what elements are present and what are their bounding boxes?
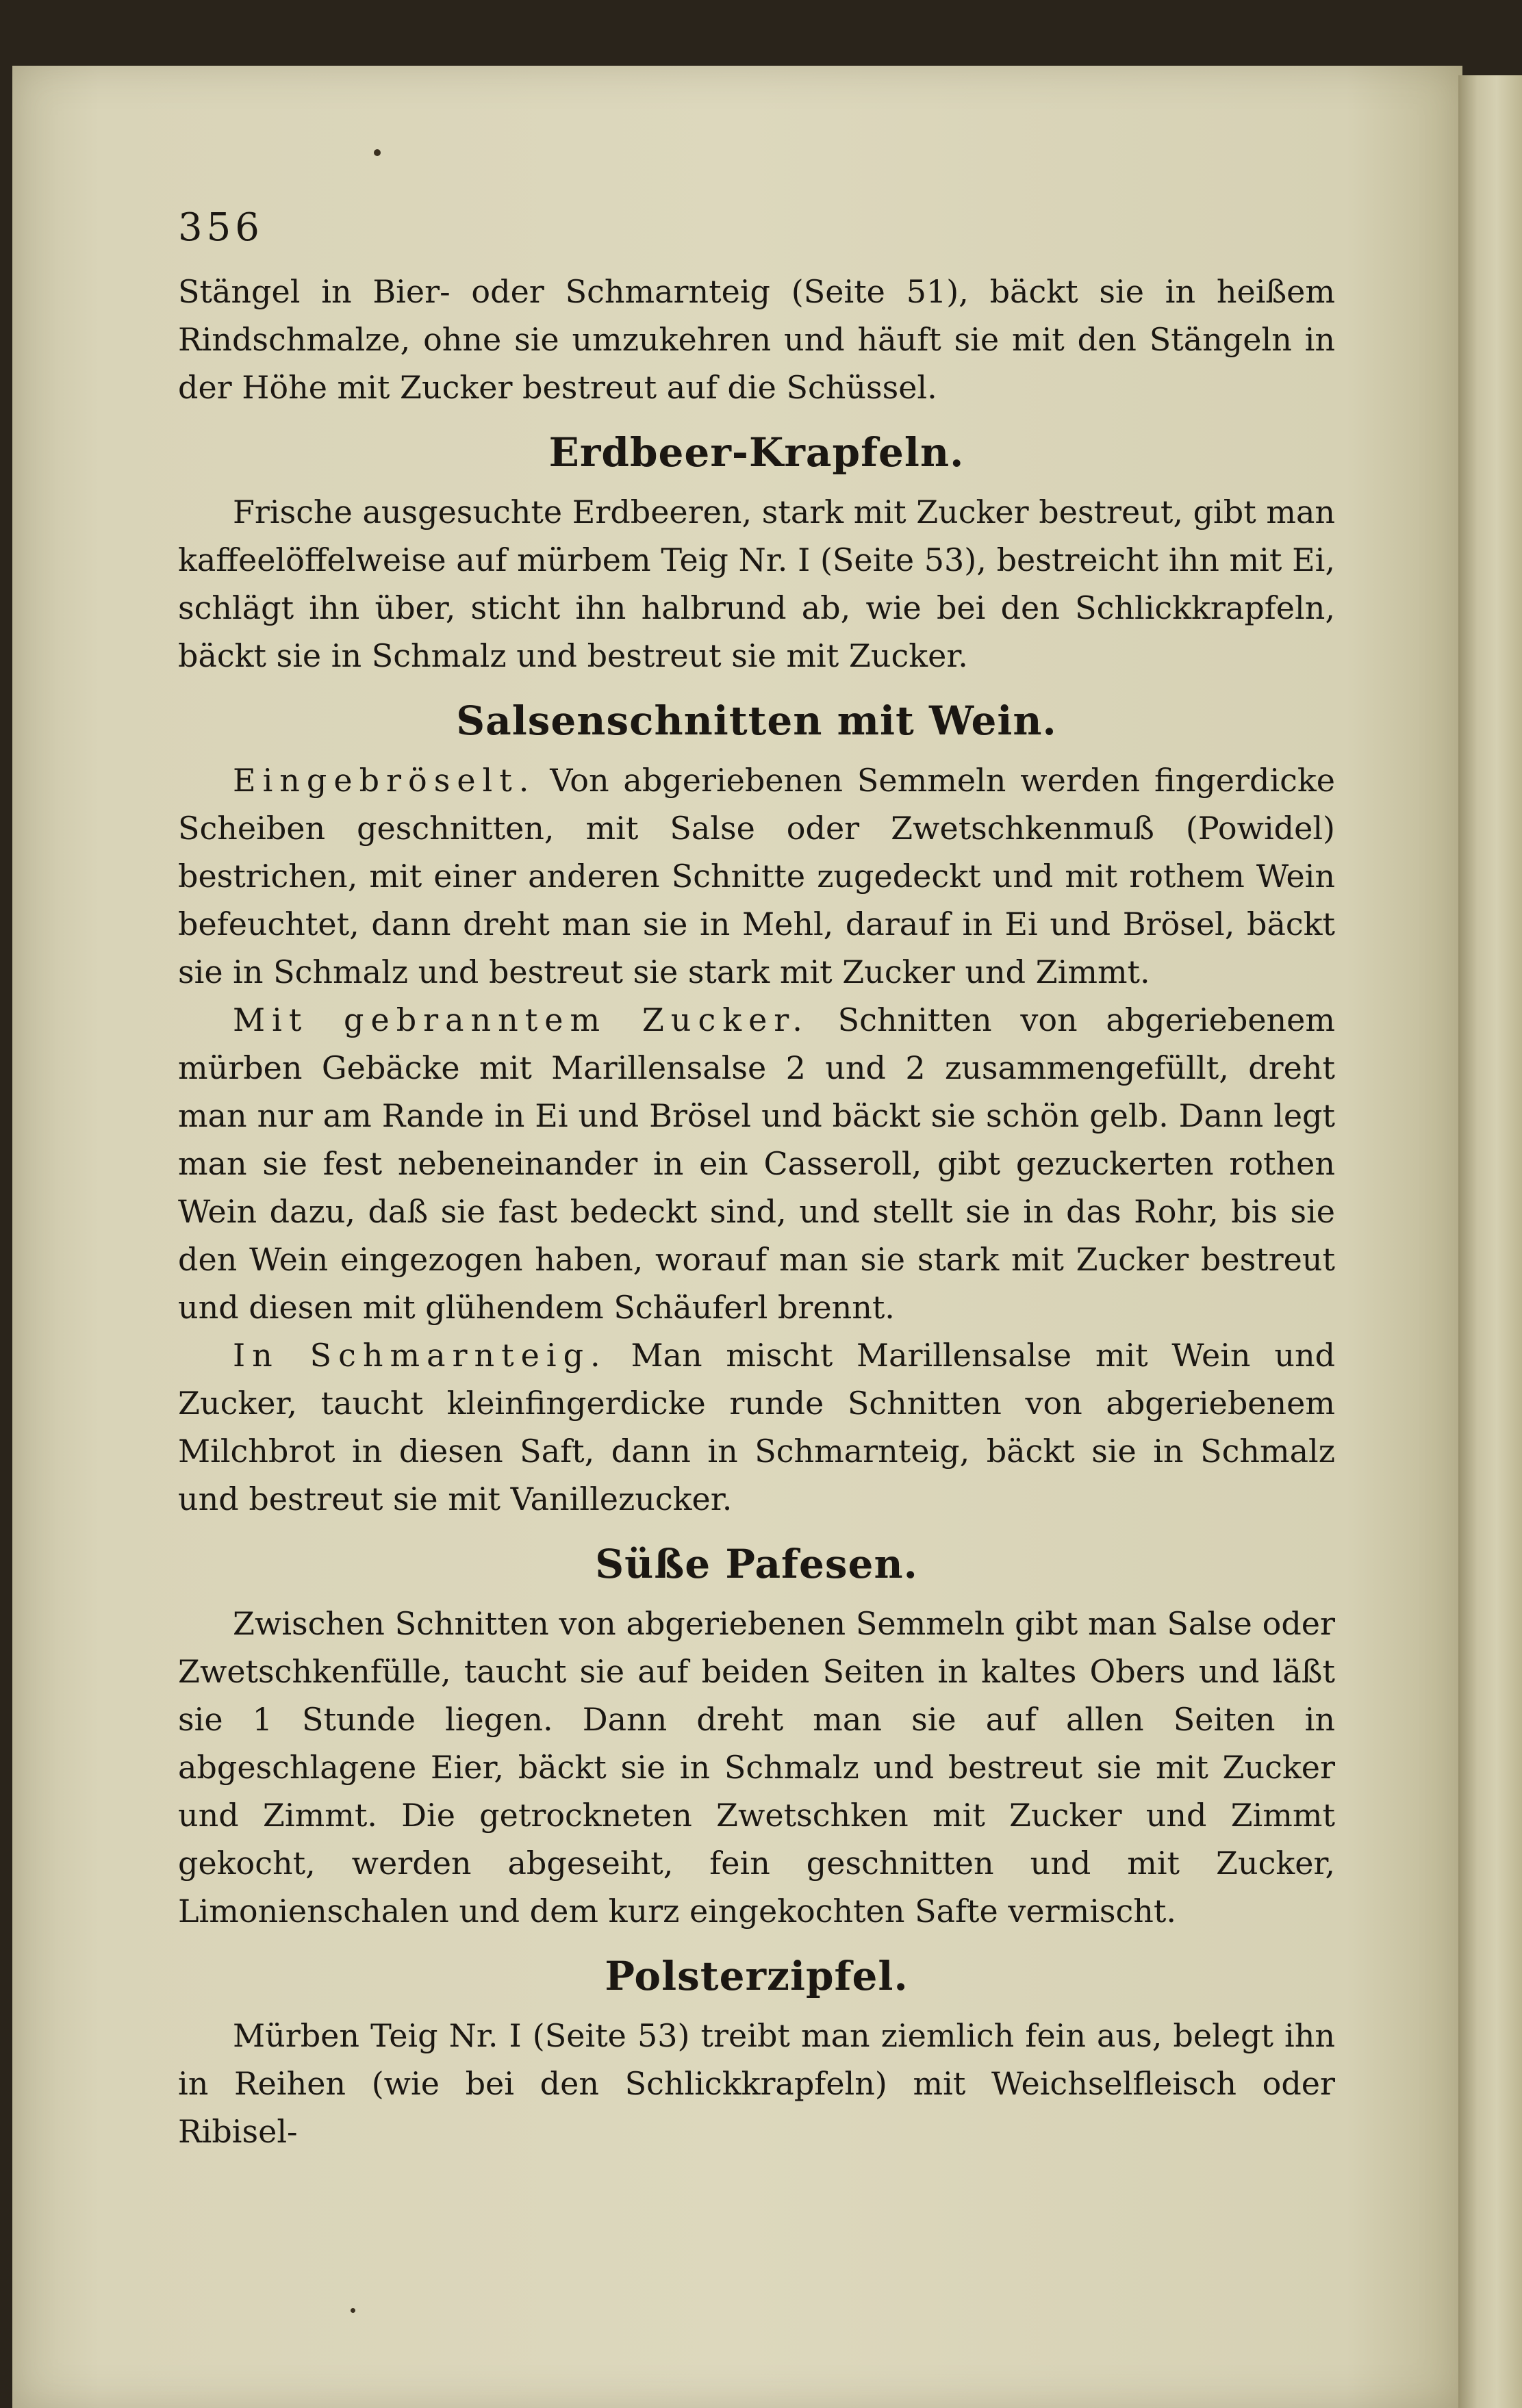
section-title: Erdbeer-Krapfeln.	[548, 429, 965, 476]
paragraph-text: Schnitten von abgeriebenem mürben Gebäcke mit Marillensalse 2 und 2 zusammengefüllt, dreht man nur am Rande in Ei und Brösel und bäckt sie schön gelb. Dann legt man sie fest nebeneinander in ein Casseroll, gibt gezuckerten rothen Wein dazu, daß sie fast bedeckt sind, und stellt sie in das Rohr, bis sie den Wein eingezogen haben, worauf man sie stark mit Zucker bestreut und diesen mit glühendem Schäuferl brennt.	[178, 1001, 1336, 1326]
paragraph-lead: In Schmarnteig.	[233, 1337, 607, 1374]
ink-speck	[374, 149, 381, 156]
recipe-paragraph	[178, 1600, 1335, 1935]
recipe-paragraph	[178, 756, 1335, 996]
page-number: 356	[178, 205, 264, 250]
paragraph-text: Frische ausgesuchte Erdbeeren, stark mit Zucker bestreut, gibt man kaffeelöffelweise auf mürbem Teig Nr. I (Seite 53), bestreicht ihn mit Ei, schlägt ihn über, sticht ihn halbrund ab, wie bei den Schlickkrapfeln, bäckt sie in Schmalz und bestreut sie mit Zucker.	[178, 494, 1335, 674]
intro-paragraph: Stängel in Bier- oder Schmarnteig (Seite 51), bäckt sie in heißem Rindschmalze, ohne sie umzukehren und häuft sie mit den Stängeln in der Höhe mit Zucker bestreut auf die Schüssel.	[178, 273, 1335, 406]
recipe-paragraph	[178, 996, 1335, 1331]
page-edge	[1458, 75, 1522, 2408]
paragraph-text: Von abgeriebenen Semmeln werden fingerdicke Scheiben geschnitten, mit Salse oder Zwetschkenmuß (Powidel) bestrichen, mit einer anderen Schnitte zugedeckt und mit rothem Wein befeuchtet, dann dreht man sie in Mehl, darauf in Ei und Brösel, bäckt sie in Schmalz und bestreut sie stark mit Zucker und Zimmt.	[178, 762, 1336, 990]
recipe-paragraph	[178, 1331, 1335, 1523]
section-title: Salsenschnitten mit Wein.	[456, 697, 1057, 744]
paragraph-text: Man mischt Marillensalse mit Wein und Zucker, taucht kleinfingerdicke runde Schnitten von abgeriebenem Milchbrot in diesen Saft, dann in Schmarnteig, bäckt sie in Schmalz und bestreut sie mit Vanillezucker.	[178, 1337, 1336, 1517]
section-title: Polsterzipfel.	[605, 1953, 909, 1999]
recipe-paragraph	[178, 488, 1335, 680]
page-text	[178, 205, 1335, 2155]
ink-speck	[351, 2308, 355, 2313]
paragraph-lead: Mit gebranntem Zucker.	[233, 1001, 809, 1038]
paragraph-lead: Eingebröselt.	[233, 762, 536, 799]
section-title: Süße Pafesen.	[595, 1541, 918, 1587]
recipe-paragraph	[178, 2012, 1335, 2155]
paragraph-text: Zwischen Schnitten von abgeriebenen Semmeln gibt man Salse oder Zwetschkenfülle, taucht sie auf beiden Seiten in kaltes Obers und läßt sie 1 Stunde liegen. Dann dreht man sie auf allen Seiten in abgeschlagene Eier, bäckt sie in Schmalz und bestreut sie mit Zucker und Zimmt. Die getrockneten Zwetschken mit Zucker und Zimmt gekocht, werden abgeseiht, fein geschnitten und mit Zucker, Limonienschalen und dem kurz eingekochten Safte vermischt.	[178, 1605, 1335, 1930]
paragraph-text: Mürben Teig Nr. I (Seite 53) treibt man ziemlich fein aus, belegt ihn in Reihen (wie bei den Schlickkrapfeln) mit Weichselfleisch oder Ribisel-	[178, 2017, 1335, 2150]
